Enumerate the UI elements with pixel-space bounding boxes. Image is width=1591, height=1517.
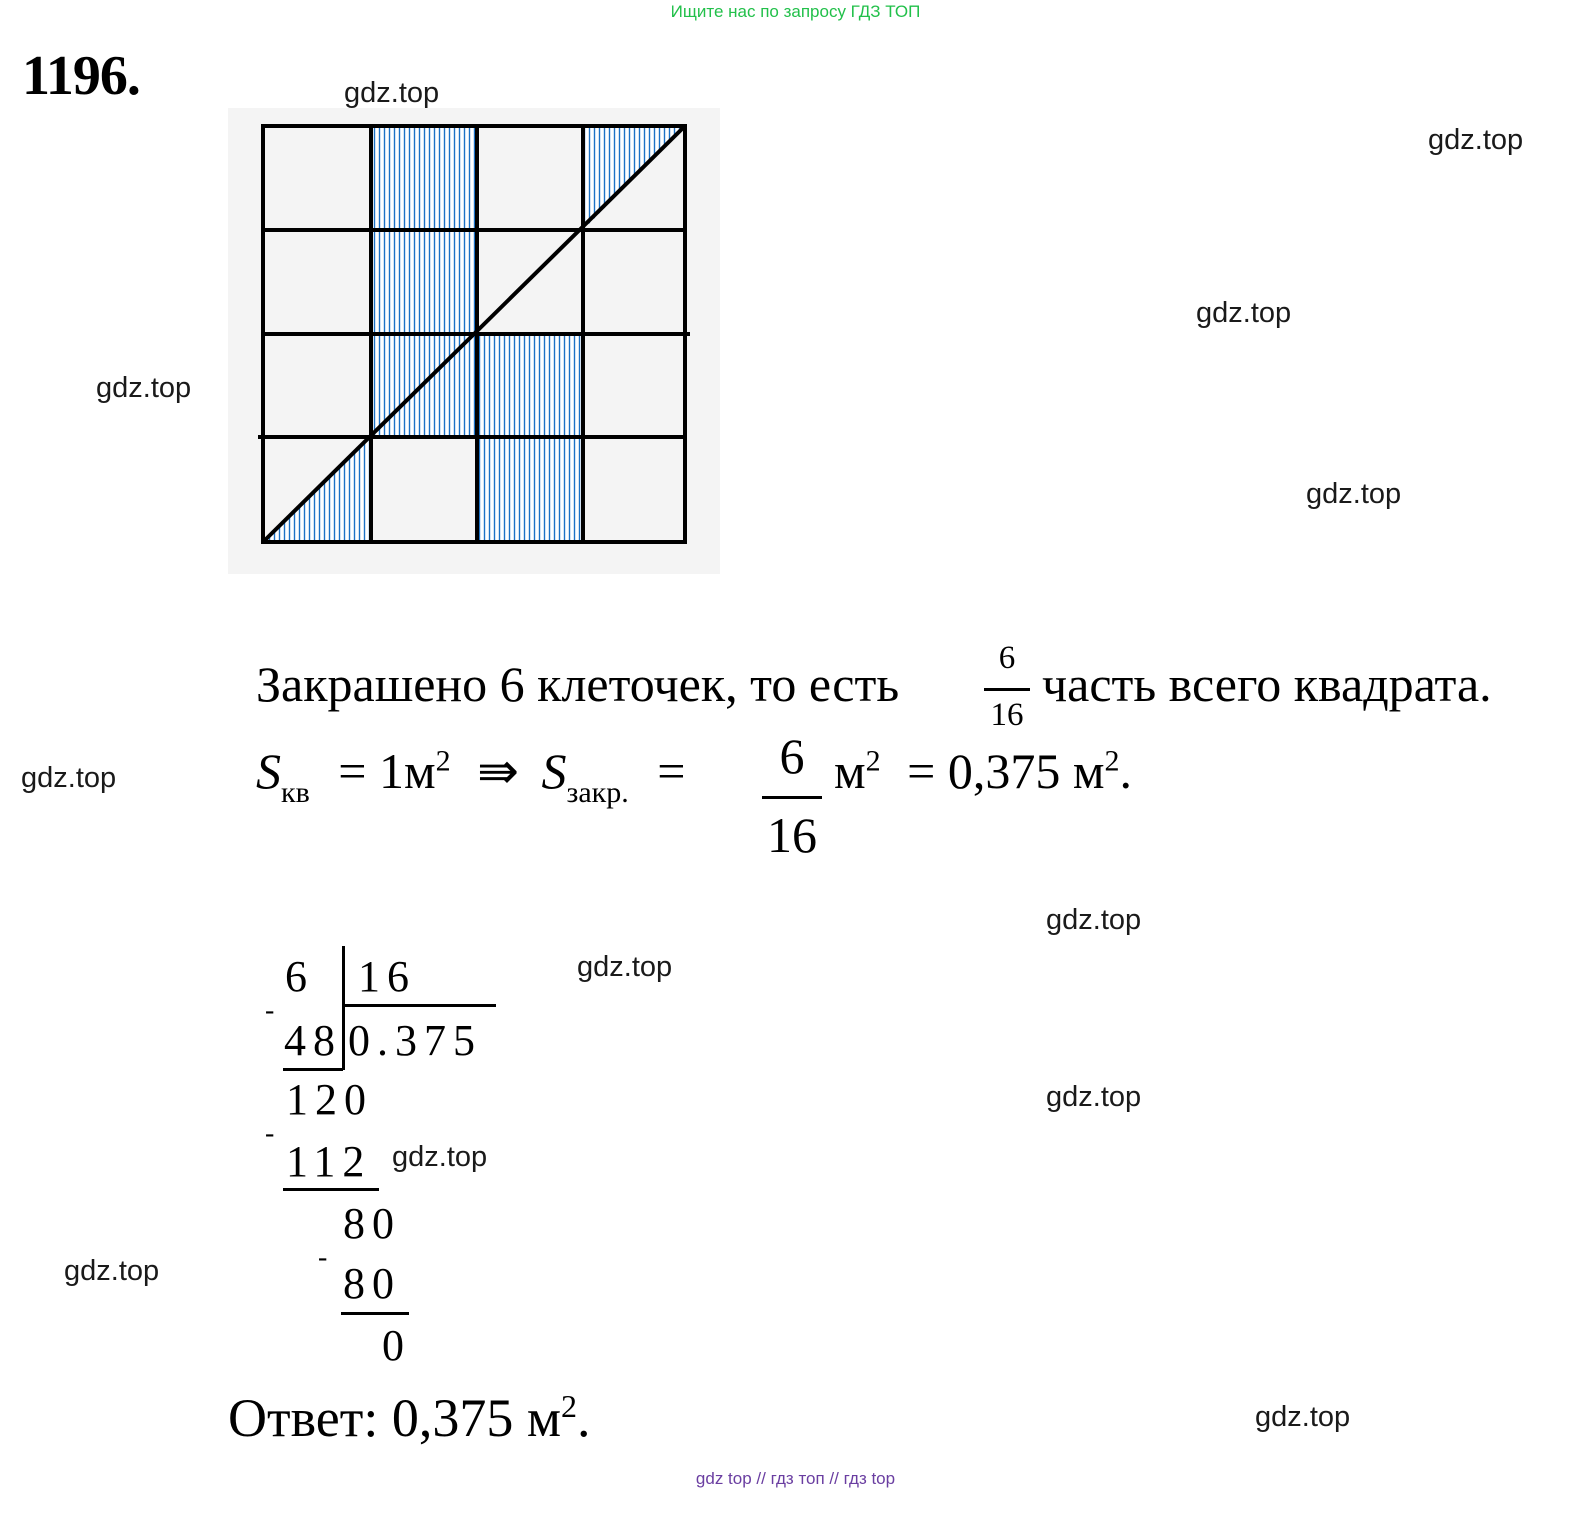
unit-m: м <box>834 743 866 799</box>
exp-3: 2 <box>1104 744 1120 778</box>
watermark: gdz.top <box>96 372 192 404</box>
division-remainder2: 80 <box>343 1199 401 1248</box>
equals-2: = <box>657 743 686 799</box>
result-value: = 0,375 м <box>907 743 1105 799</box>
task-number: 1196. <box>22 45 140 107</box>
formula-fraction-bar <box>762 796 822 799</box>
symbol-s-2: S <box>541 743 567 799</box>
division-step2: 112 <box>286 1137 372 1186</box>
symbol-s: S <box>256 743 281 799</box>
statement-before: Закрашено 6 клеточек, то есть <box>256 656 900 712</box>
watermark: gdz.top <box>1255 1401 1351 1433</box>
implies-symbol: ⇛ <box>477 743 519 799</box>
minus-sign-2: - <box>265 1118 275 1149</box>
division-divisor: 16 <box>358 952 416 1001</box>
statement-after: часть всего квадрата. <box>1042 656 1492 712</box>
watermark: gdz.top <box>1046 904 1142 936</box>
exp-2: 2 <box>865 744 881 778</box>
division-step1-bar <box>283 1068 343 1071</box>
watermark: gdz.top <box>392 1141 488 1173</box>
grid-figure <box>228 108 720 574</box>
division-final-remainder: 0 <box>382 1321 411 1370</box>
division-step2-bar <box>283 1188 379 1191</box>
division-step1: 48 <box>284 1016 342 1065</box>
formula-fraction-numerator: 6 <box>779 728 805 784</box>
watermark: gdz.top <box>1046 1081 1142 1113</box>
area-formula-left <box>256 742 686 809</box>
division-dividend: 6 <box>285 952 314 1001</box>
watermark: gdz.top <box>1196 297 1292 329</box>
division-quotient: 0.375 <box>348 1016 482 1065</box>
watermark: gdz.top <box>21 762 117 794</box>
division-step3: 80 <box>343 1259 401 1308</box>
area-formula-right <box>834 742 1132 800</box>
division-step3-bar <box>341 1312 409 1315</box>
watermark: gdz.top <box>1306 478 1402 510</box>
division-remainder1: 120 <box>286 1075 373 1124</box>
answer-text: Ответ: 0,375 м <box>228 1388 562 1448</box>
watermark: gdz.top <box>344 77 440 109</box>
formula-period: . <box>1119 743 1132 799</box>
minus-sign-1: - <box>265 995 275 1026</box>
minus-sign-3: - <box>318 1242 328 1273</box>
watermark: gdz.top <box>577 951 673 983</box>
division-divisor-bar <box>342 1004 496 1007</box>
statement-fraction-bar <box>984 688 1030 691</box>
answer-exp: 2 <box>561 1388 578 1424</box>
answer-line <box>228 1387 591 1449</box>
exp-1: 2 <box>435 744 451 778</box>
footer-links: gdz top // гдз топ // гдз top <box>695 1469 896 1488</box>
formula-fraction-denominator: 16 <box>767 807 817 863</box>
statement-line <box>256 655 899 713</box>
sub-kv: кв <box>281 776 310 809</box>
watermark: gdz.top <box>64 1255 160 1287</box>
shaded-column-2 <box>371 126 477 438</box>
watermark: gdz.top <box>1428 124 1524 156</box>
answer-period: . <box>577 1388 591 1448</box>
equals-one: = 1м <box>338 743 436 799</box>
statement-fraction-denominator: 16 <box>990 697 1024 733</box>
top-banner: Ищите нас по запросу ГДЗ ТОП <box>670 2 921 21</box>
division-vertical-bar <box>342 946 345 1070</box>
sub-zakr: закр. <box>566 776 629 809</box>
statement-fraction-numerator: 6 <box>998 640 1016 676</box>
